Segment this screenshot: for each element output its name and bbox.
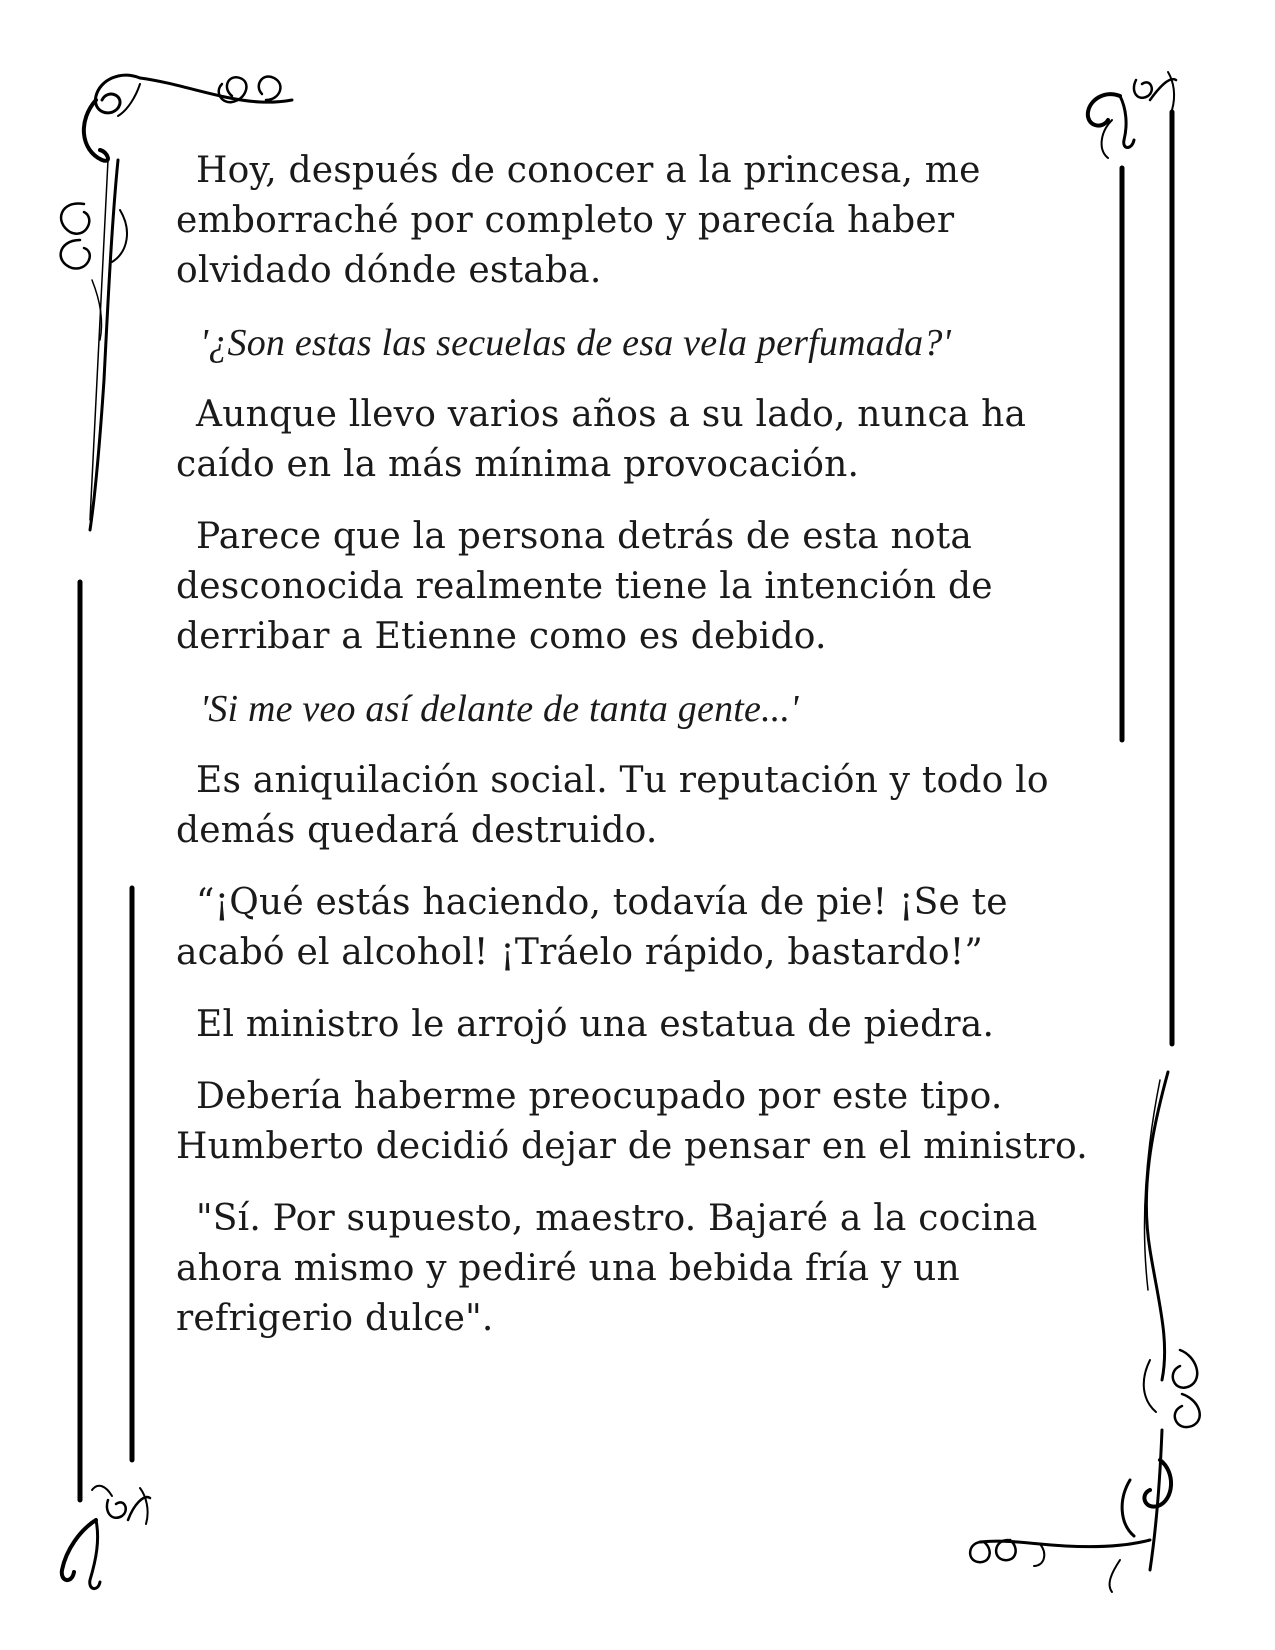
paragraph: Aunque llevo varios años a su lado, nunca ha caído en la más mínima provocación. [176, 394, 1027, 485]
paragraph: Hoy, después de conocer a la princesa, me emborraché por completo y parecía haber olvidado dónde estaba. [176, 150, 981, 291]
paragraph: El ministro le arrojó una estatua de piedra. [196, 1004, 995, 1045]
top-right-flourish-icon [1088, 72, 1176, 158]
paragraph-dialogue: “¡Qué estás haciendo, todavía de pie! ¡Se te acabó el alcohol! ¡Tráelo rápido, bastardo!” [176, 882, 1008, 973]
paragraph-thought: '¿Son estas las secuelas de esa vela perfumada?' [200, 322, 951, 364]
paragraph-dialogue: "Sí. Por supuesto, maestro. Bajaré a la cocina ahora mismo y pediré una bebida fría y un refrigerio dulce". [176, 1198, 1038, 1339]
paragraph: Parece que la persona detrás de esta nota desconocida realmente tiene la intención de derribar a Etienne como es debido. [176, 516, 993, 657]
story-text [176, 146, 1096, 1366]
paragraph-thought: 'Si me veo así delante de tanta gente...' [200, 688, 799, 730]
paragraph: Debería haberme preocupado por este tipo. Humberto decidió dejar de pensar en el ministro. [176, 1076, 1088, 1167]
bottom-left-flourish-icon [62, 1486, 150, 1589]
paragraph: Es aniquilación social. Tu reputación y todo lo demás quedará destruido. [176, 760, 1049, 851]
